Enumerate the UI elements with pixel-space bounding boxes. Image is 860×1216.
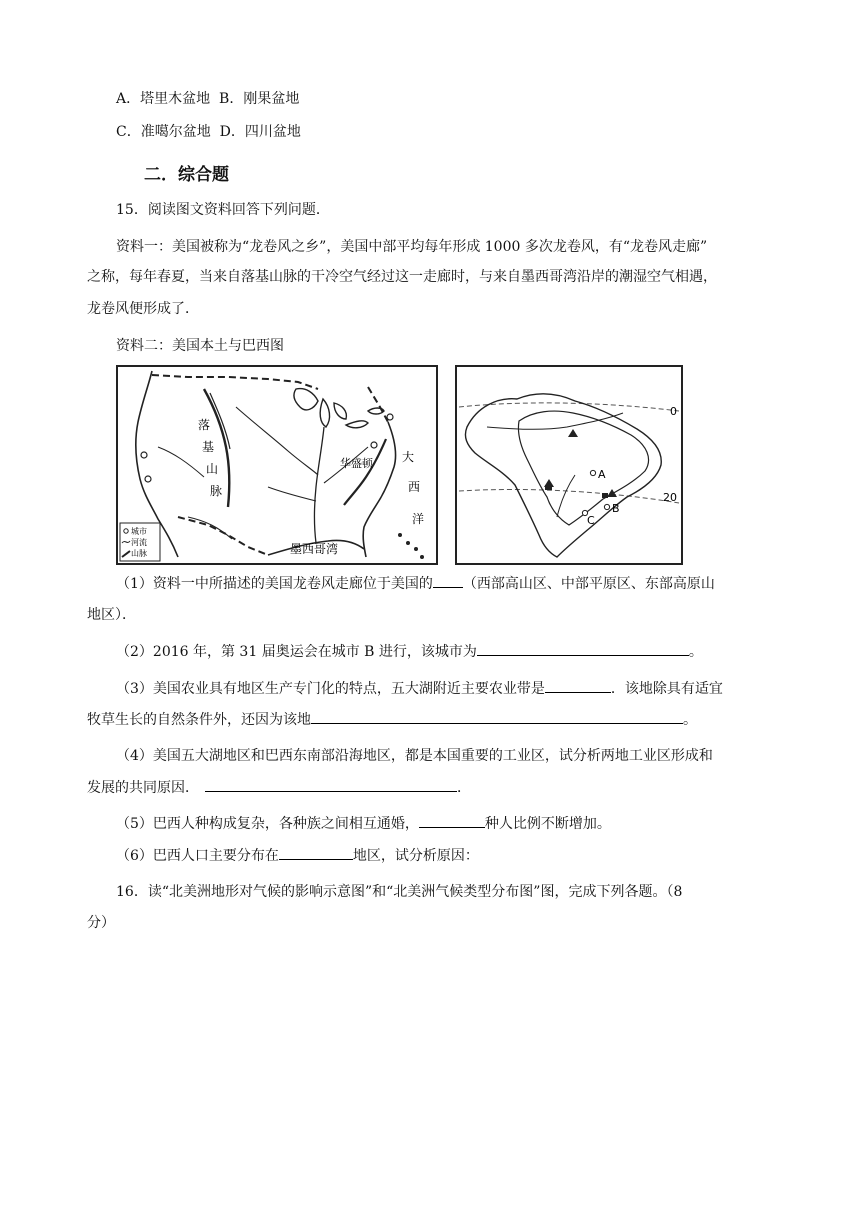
sub3-end: 。 xyxy=(683,712,697,728)
mineral-marker xyxy=(607,489,617,497)
city-b-marker xyxy=(604,504,609,509)
northern-border xyxy=(152,375,318,389)
sub6-answer-blank[interactable] xyxy=(279,845,353,860)
sub1-answer-blank[interactable] xyxy=(433,573,463,588)
lake-huron xyxy=(334,403,346,419)
q16-line2: 分） xyxy=(87,915,115,931)
legend-mountain: 山脉 xyxy=(131,549,147,558)
sub5-answer-blank[interactable] xyxy=(419,813,485,828)
label-rocky-4: 脉 xyxy=(210,484,223,498)
q14-option-c: C．准噶尔盆地 xyxy=(116,124,211,140)
sub3-answer-blank-2[interactable] xyxy=(311,709,683,724)
q14-option-a: A．塔里木盆地 xyxy=(116,91,211,107)
lake-michigan xyxy=(320,399,329,427)
mississippi-river xyxy=(315,427,325,543)
arkansas-river xyxy=(268,487,316,501)
city-marker-west xyxy=(141,452,147,458)
sub6-text-b: 地区，试分析原因： xyxy=(352,848,479,864)
parana-river xyxy=(557,475,575,517)
q15-sub2 xyxy=(116,641,703,662)
sub1-text-a: （1）资料一中所描述的美国龙卷风走廊位于美国的 xyxy=(116,576,433,592)
q15-sub1-line2: 地区）． xyxy=(87,607,136,623)
city-marker-ny xyxy=(387,414,393,420)
sub6-text-a: （6）巴西人口主要分布在 xyxy=(116,848,279,864)
sub2-end: 。 xyxy=(688,644,703,660)
usa-map xyxy=(116,365,438,565)
island-dot xyxy=(406,541,410,545)
label-lat-20: 20 xyxy=(663,491,677,504)
q15-sub1 xyxy=(116,573,715,594)
island-dot xyxy=(414,547,418,551)
brazil-map-drawing xyxy=(457,367,681,563)
columbia-river xyxy=(158,447,204,477)
q14-option-b: B．刚果盆地 xyxy=(219,91,300,107)
sub4-answer-blank[interactable] xyxy=(205,777,457,792)
sub4-end: ． xyxy=(457,780,471,796)
label-washington: 华盛顿 xyxy=(340,457,373,470)
q15-sub3-line2 xyxy=(87,709,697,730)
sub3-answer-blank-1[interactable] xyxy=(545,678,611,693)
northeast-border xyxy=(368,387,388,422)
sub3-text-a: （3）美国农业具有地区生产专门化的特点，五大湖附近主要农业带是 xyxy=(116,681,545,697)
label-rocky-1: 落 xyxy=(198,418,211,432)
colorado-river xyxy=(188,517,232,539)
q14-options-row2 xyxy=(116,122,301,142)
label-gulf: 墨西哥湾 xyxy=(290,542,339,556)
legend-river: 河流 xyxy=(131,538,147,547)
tropic-line xyxy=(459,490,679,504)
q15-material2: 资料二：美国本土与巴西图 xyxy=(116,338,284,354)
q15-material1-line3: 龙卷风便形成了． xyxy=(87,301,199,317)
label-b: B xyxy=(612,502,620,515)
label-lat-0: 0 xyxy=(670,405,677,418)
sub5-text-b: 种人比例不断增加。 xyxy=(484,816,611,832)
q15-material1-line1: 资料一：美国被称为“龙卷风之乡”，美国中部平均每年形成 1000 多次龙卷风，有“龙卷风走廊” xyxy=(116,239,708,255)
q15-material1-line2: 之称，每年春夏，当来自落基山脉的干冷空气经过这一走廊时，与来自墨西哥湾沿岸的潮湿空气相遇， xyxy=(87,269,717,285)
q14-option-d: D．四川盆地 xyxy=(219,124,301,140)
sub3-text-b: ．该地除具有适宜 xyxy=(610,681,723,697)
mineral-marker xyxy=(568,429,578,437)
city-marker-sf xyxy=(145,476,151,482)
q14-options-row1 xyxy=(116,89,299,109)
label-rocky-3: 山 xyxy=(206,462,219,476)
brazil-boundary xyxy=(518,411,648,525)
q16-line1: 16．读“北美洲地形对气候的影响示意图”和“北美洲气候类型分布图”图，完成下列各题。（8 xyxy=(116,884,683,900)
q15-stem: 15．阅读图文资料回答下列问题． xyxy=(116,202,330,218)
sub4-text: 发展的共同原因． xyxy=(87,780,199,796)
label-atlantic-1: 大 xyxy=(402,450,415,464)
missouri-river xyxy=(236,407,318,475)
factory-marker xyxy=(545,485,552,490)
lake-erie xyxy=(346,421,368,428)
q15-sub5 xyxy=(116,813,611,834)
q15-sub6 xyxy=(116,845,479,866)
island-dot xyxy=(398,533,402,537)
island-dot xyxy=(420,555,424,559)
label-atlantic-2: 西 xyxy=(408,480,421,494)
legend-city-icon xyxy=(124,529,128,533)
section-title: 二．综合题 xyxy=(144,165,229,185)
city-marker-washington xyxy=(371,442,377,448)
brazil-map xyxy=(455,365,683,565)
legend-city: 城市 xyxy=(131,527,147,536)
south-america-outline xyxy=(465,394,661,557)
q15-sub4-line2 xyxy=(87,777,471,798)
label-a: A xyxy=(598,468,606,481)
sub2-answer-blank[interactable] xyxy=(477,641,689,656)
factory-marker xyxy=(602,493,608,498)
east-coast-line xyxy=(363,422,395,557)
q15-sub4-line1: （4）美国五大湖地区和巴西东南部沿海地区，都是本国重要的工业区，试分析两地工业区形成和 xyxy=(116,748,713,764)
q15-sub3 xyxy=(116,678,723,699)
city-a-marker xyxy=(590,470,595,475)
label-atlantic-3: 洋 xyxy=(412,512,425,526)
usa-map-drawing xyxy=(118,367,436,563)
southern-border xyxy=(178,517,268,555)
label-c: C xyxy=(587,514,595,527)
sub1-text-b: （西部高山区、中部平原区、东部高原山 xyxy=(462,576,715,592)
equator-line xyxy=(459,403,679,411)
sub3-text-c: 牧草生长的自然条件外，还因为该地 xyxy=(87,712,311,728)
lake-superior xyxy=(294,389,318,410)
label-rocky-2: 基 xyxy=(202,440,215,454)
sub2-text: （2）2016 年，第 31 届奥运会在城市 B 进行，该城市为 xyxy=(116,644,477,660)
sub5-text-a: （5）巴西人种构成复杂，各种族之间相互通婚， xyxy=(116,816,419,832)
